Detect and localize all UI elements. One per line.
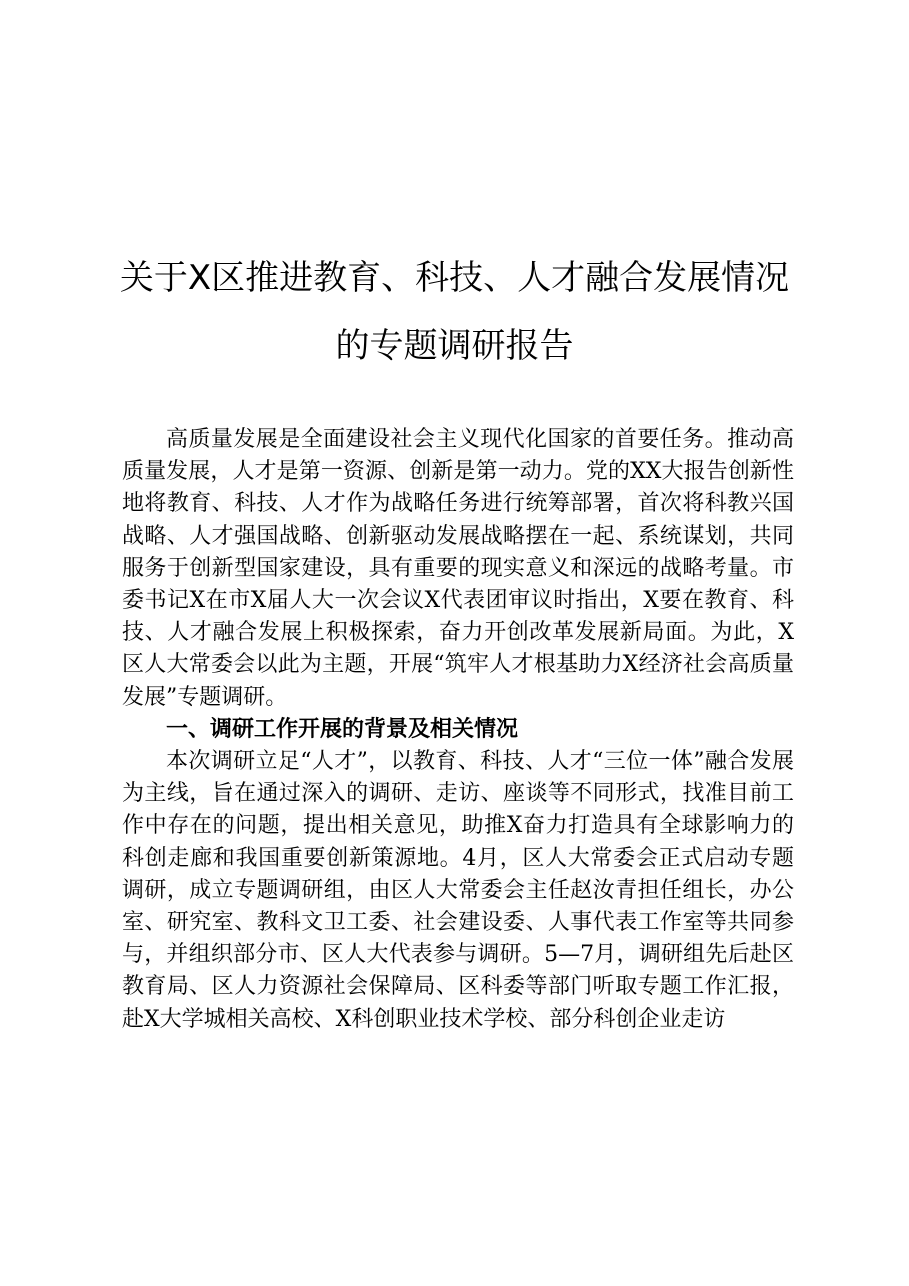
title-line-1: 关于X区推进教育、科技、人才融合发展情况 [119,258,790,298]
paragraph-intro: 高质量发展是全面建设社会主义现代化国家的首要任务。推动高质量发展，人才是第一资源、创新是第一动力。党的XX大报告创新性地将教育、科技、人才作为战略任务进行统筹部署，首次将科教兴国战略、人才强国战略、创新驱动发展战略摆在一起、系统谋划，共同服务于创新型国家建设，具有重要的现实意义和深远的战略考量。市委书记X在市X届人大一次会议X代表团审议时指出，X要在教育、科技、人才融合发展上积极探索，奋力开创改革发展新局面。为此，X区人大常委会以此为主题，开展“筑牢人才根基助力X经济社会高质量发展”专题调研。 [122,427,794,710]
section-heading-1: 一、调研工作开展的背景及相关情况 [166,716,519,742]
document-title [100,244,809,380]
title-line-2: 的专题调研报告 [335,326,574,366]
paragraph-section-1: 本次调研立足“人才”，以教育、科技、人才“三位一体”融合发展为主线，旨在通过深入的调研、走访、座谈等不同形式，找准目前工作中存在的问题，提出相关意见，助推X奋力打造具有全球影响力的科创走廊和我国重要创新策源地。4月，区人大常委会正式启动专题调研，成立专题调研组，由区人大常委会主任赵汝青担任组长，办公室、研究室、教科文卫工委、社会建设委、人事代表工作室等共同参与，并组织部分市、区人大代表参与调研。5—7月，调研组先后赴区教育局、区人力资源社会保障局、区科委等部门听取专题工作汇报，赴X大学城相关高校、X科创职业技术学校、部分科创企业走访 [122,749,794,1032]
document-body [122,424,794,1036]
